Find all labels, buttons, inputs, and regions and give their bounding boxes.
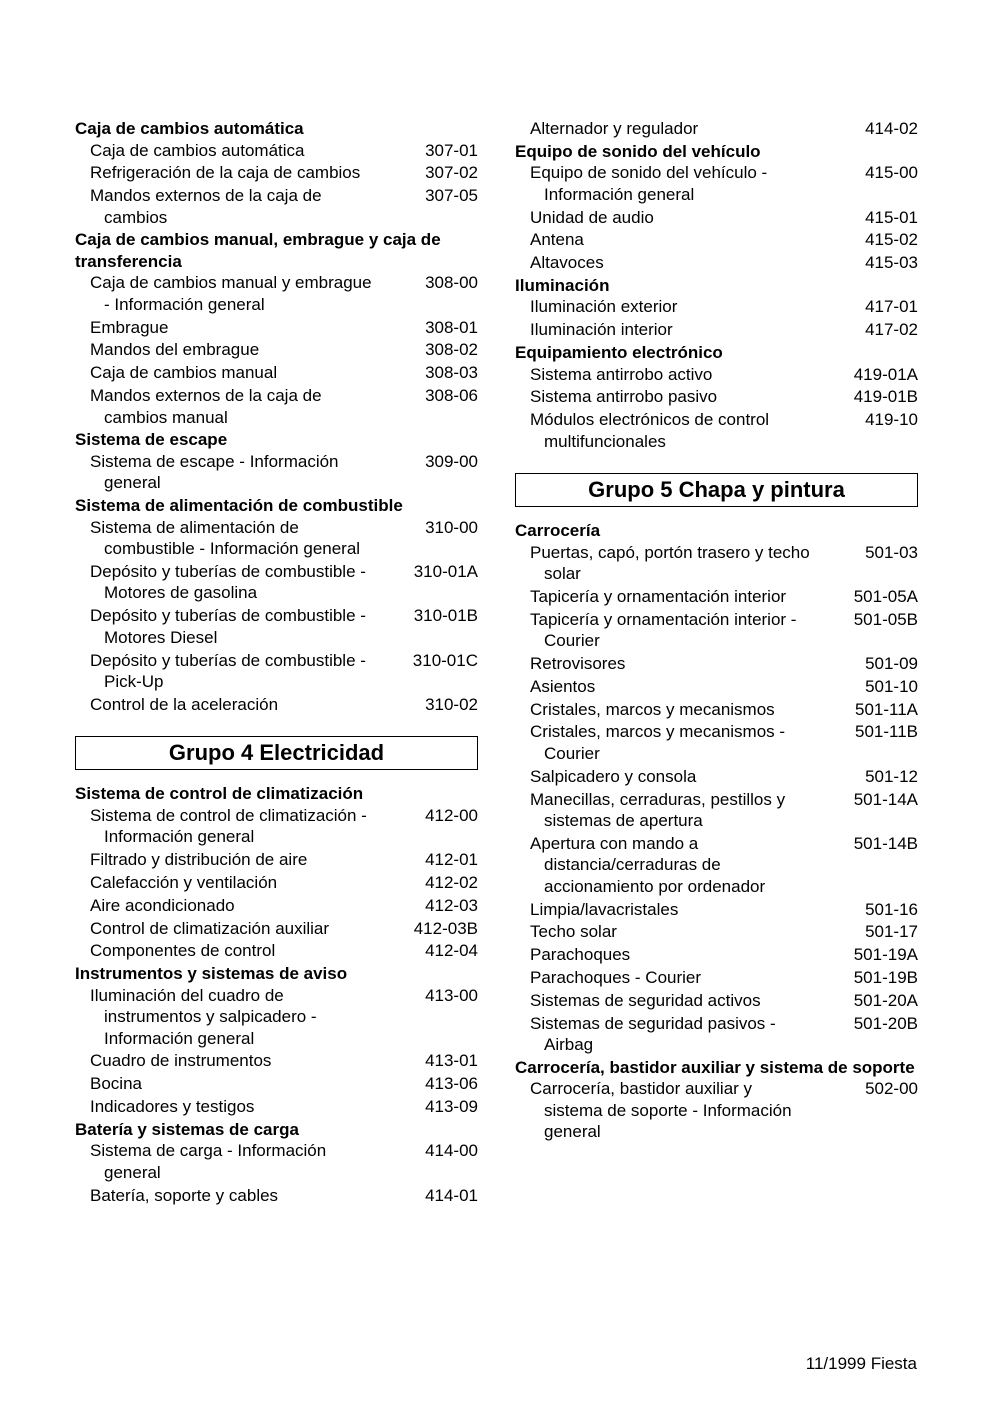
entry-code: 501-14B: [853, 833, 918, 853]
entry-code: 501-03: [865, 542, 918, 562]
section-heading: Sistema de control de climatización: [75, 784, 364, 804]
entry-title: Calefacción y ventilación: [90, 872, 278, 892]
entry-title: Sistema de control de climatización - Información general: [90, 805, 367, 847]
entry-code: 412-03B: [413, 918, 478, 938]
toc-entry: [515, 586, 918, 608]
toc-entry: [515, 990, 918, 1012]
entry-title: Sistema de carga - Información general: [90, 1141, 327, 1182]
toc-entry: [515, 944, 918, 966]
entry-title: Carrocería, bastidor auxiliar y sistema de soporte - Información general: [530, 1079, 792, 1142]
entry-title: Sistemas de seguridad activos: [530, 990, 761, 1010]
entry-title: Altavoces: [530, 253, 604, 273]
entry-code: 501-20A: [853, 990, 918, 1010]
entry-code: 310-01C: [412, 650, 478, 670]
toc-entry: [515, 921, 918, 943]
toc-entry: [515, 1078, 918, 1143]
toc-entry: [75, 1185, 478, 1207]
toc-entry: [515, 967, 918, 989]
entry-code: 415-03: [865, 253, 918, 273]
toc-entry: [515, 653, 918, 675]
entry-title: Tapicería y ornamentación interior: [530, 586, 787, 606]
entry-title: Techo solar: [530, 922, 617, 942]
toc-entry: [515, 207, 918, 229]
toc-entry: [75, 1096, 478, 1118]
entry-title: Sistemas de seguridad pasivos - Airbag: [530, 1013, 776, 1055]
entry-code: 502-00: [865, 1079, 918, 1099]
entry-title: Embrague: [90, 317, 169, 337]
entry-title: Componentes de control: [90, 941, 276, 961]
entry-title: Bocina: [90, 1074, 142, 1094]
entry-code: 415-01: [865, 207, 918, 227]
entry-title: Parachoques - Courier: [530, 968, 702, 988]
entry-title: Depósito y tuberías de combustible - Pick-Up: [90, 650, 366, 692]
entry-title: Retrovisores: [530, 654, 626, 674]
toc-entry: [515, 899, 918, 921]
entry-code: 414-00: [425, 1141, 478, 1161]
entry-title: Aire acondicionado: [90, 895, 235, 915]
entry-title: Módulos electrónicos de control multifuncionales: [530, 410, 770, 451]
toc-entry: [75, 650, 478, 693]
toc-entry: [515, 319, 918, 341]
section-heading: Caja de cambios automática: [75, 119, 304, 138]
entry-title: Cristales, marcos y mecanismos: [530, 699, 775, 719]
toc-entry: [515, 699, 918, 721]
toc-entry: [75, 872, 478, 894]
entry-code: 308-03: [425, 363, 478, 383]
toc-entry: [75, 317, 478, 339]
entry-title: Caja de cambios manual y embrague - Información general: [90, 273, 372, 314]
entry-title: Depósito y tuberías de combustible - Motores de gasolina: [90, 561, 366, 603]
entry-code: 307-05: [425, 186, 478, 206]
entry-code: 308-06: [425, 386, 478, 406]
left-sections-a: [75, 118, 478, 715]
entry-title: Manecillas, cerraduras, pestillos y sistemas de apertura: [530, 789, 786, 831]
toc-entry: [515, 676, 918, 698]
entry-code: 413-00: [425, 985, 478, 1005]
section-heading: Iluminación: [515, 275, 610, 295]
entry-title: Puertas, capó, portón trasero y techo solar: [530, 542, 810, 584]
right-sections-a: [515, 118, 918, 452]
entry-code: 501-16: [865, 899, 918, 919]
toc-entry: [75, 185, 478, 228]
entry-title: Antena: [530, 230, 584, 250]
entry-title: Limpia/lavacristales: [530, 899, 679, 919]
entry-title: Cristales, marcos y mecanismos - Courier: [530, 722, 786, 763]
entry-title: Alternador y regulador: [530, 119, 699, 138]
entry-title: Equipo de sonido del vehículo - Información general: [530, 163, 768, 204]
entry-title: Iluminación interior: [530, 320, 673, 340]
entry-title: Filtrado y distribución de aire: [90, 850, 308, 870]
entry-title: Iluminación del cuadro de instrumentos y salpicadero - Información general: [90, 985, 317, 1048]
entry-code: 501-19B: [853, 968, 918, 988]
entry-title: Control de climatización auxiliar: [90, 918, 330, 938]
toc-entry: [75, 517, 478, 560]
entry-code: 412-01: [425, 850, 478, 870]
entry-code: 501-14A: [853, 789, 918, 809]
entry-title: Control de la aceleración: [90, 694, 279, 714]
entry-title: Cuadro de instrumentos: [90, 1051, 272, 1071]
section-heading: Batería y sistemas de carga: [75, 1119, 299, 1139]
entry-title: Tapicería y ornamentación interior - Courier: [530, 609, 797, 651]
toc-entry: [75, 985, 478, 1050]
entry-title: Unidad de audio: [530, 207, 654, 227]
entry-code: 501-09: [865, 654, 918, 674]
entry-title: Caja de cambios automática: [90, 140, 305, 160]
toc-entry: [75, 385, 478, 428]
toc-entry: [515, 409, 918, 452]
left-column: [75, 118, 478, 1207]
entry-code: 309-00: [425, 451, 478, 471]
entry-title: Apertura con mando a distancia/cerraduras de accionamiento por ordenador: [530, 833, 766, 896]
entry-title: Sistema antirrobo pasivo: [530, 387, 718, 407]
entry-code: 310-02: [425, 694, 478, 714]
toc-entry: [75, 605, 478, 648]
toc-entry: [75, 1140, 478, 1183]
toc-entry: [75, 849, 478, 871]
entry-code: 412-02: [425, 872, 478, 892]
toc-entry: [75, 451, 478, 494]
entry-code: 501-05B: [853, 609, 918, 629]
toc-entry: [75, 940, 478, 962]
toc-entry: [515, 229, 918, 251]
entry-code: 412-03: [425, 895, 478, 915]
section-heading: Instrumentos y sistemas de aviso: [75, 964, 348, 984]
entry-code: 413-01: [425, 1051, 478, 1071]
section-heading: Sistema de escape: [75, 430, 228, 450]
entry-title: Caja de cambios manual: [90, 363, 278, 383]
toc-entry: [75, 140, 478, 162]
entry-title: Indicadores y testigos: [90, 1097, 255, 1117]
entry-code: 307-02: [425, 163, 478, 183]
toc-entry: [75, 895, 478, 917]
entry-title: Mandos del embrague: [90, 340, 260, 360]
entry-code: 501-05A: [853, 586, 918, 606]
toc-entry: [515, 118, 918, 140]
toc-entry: [75, 162, 478, 184]
entry-code: 413-09: [425, 1097, 478, 1117]
entry-code: 307-01: [425, 140, 478, 160]
toc-entry: [75, 694, 478, 716]
group-4-heading: Grupo 4 Electricidad: [75, 736, 478, 770]
entry-code: 414-01: [425, 1185, 478, 1205]
entry-title: Mandos externos de la caja de cambios: [90, 186, 322, 227]
entry-code: 501-17: [865, 922, 918, 942]
section-heading: Sistema de alimentación de combustible: [75, 496, 403, 516]
entry-code: 501-20B: [853, 1013, 918, 1033]
entry-title: Sistema de escape - Información general: [90, 451, 339, 493]
page-footer: 11/1999 Fiesta: [805, 1354, 917, 1373]
toc-entry: [515, 252, 918, 274]
toc-entry: [515, 542, 918, 585]
entry-title: Batería, soporte y cables: [90, 1185, 279, 1205]
right-column: [515, 118, 918, 1144]
toc-entry: [75, 339, 478, 361]
section-heading: Equipo de sonido del vehículo: [515, 141, 761, 161]
entry-code: 310-01B: [413, 606, 478, 626]
entry-code: 412-04: [425, 941, 478, 961]
entry-code: 308-00: [425, 273, 478, 293]
entry-title: Sistema antirrobo activo: [530, 364, 713, 384]
toc-entry: [515, 609, 918, 652]
entry-code: 413-06: [425, 1074, 478, 1094]
entry-code: 501-19A: [853, 945, 918, 965]
entry-code: 310-01A: [413, 561, 478, 581]
entry-code: 414-02: [865, 119, 918, 138]
entry-code: 501-10: [865, 676, 918, 696]
entry-title: Asientos: [530, 676, 596, 696]
entry-title: Iluminación exterior: [530, 297, 678, 317]
toc-entry: [75, 362, 478, 384]
section-heading: Caja de cambios manual, embrague y caja de transferencia: [75, 230, 441, 271]
entry-code: 415-02: [865, 230, 918, 250]
toc-entry: [515, 162, 918, 205]
entry-title: Salpicadero y consola: [530, 766, 697, 786]
entry-code: 417-02: [865, 320, 918, 340]
toc-entry: [515, 721, 918, 764]
right-sections-b: [515, 520, 918, 1143]
toc-entry: [515, 296, 918, 318]
entry-title: Sistema de alimentación de combustible - Información general: [90, 517, 361, 559]
section-heading: Carrocería, bastidor auxiliar y sistema de soporte: [515, 1057, 915, 1077]
left-sections-b: [75, 783, 478, 1206]
entry-code: 419-01A: [853, 364, 918, 384]
group-5-heading: Grupo 5 Chapa y pintura: [515, 473, 918, 507]
toc-entry: [515, 386, 918, 408]
entry-code: 419-10: [865, 410, 918, 430]
toc-entry: [75, 1073, 478, 1095]
entry-title: Parachoques: [530, 945, 631, 965]
entry-code: 501-12: [865, 766, 918, 786]
toc-entry: [75, 918, 478, 940]
toc-entry: [515, 766, 918, 788]
section-heading: Equipamiento electrónico: [515, 343, 723, 363]
section-heading: Carrocería: [515, 521, 601, 541]
toc-entry: [515, 789, 918, 832]
entry-code: 415-00: [865, 163, 918, 183]
entry-code: 419-01B: [853, 387, 918, 407]
toc-entry: [75, 561, 478, 604]
entry-code: 308-02: [425, 340, 478, 360]
toc-entry: [75, 805, 478, 848]
entry-title: Depósito y tuberías de combustible - Motores Diesel: [90, 606, 366, 647]
entry-code: 310-00: [425, 517, 478, 537]
entry-title: Mandos externos de la caja de cambios manual: [90, 386, 322, 427]
toc-entry: [515, 364, 918, 386]
entry-code: 501-11B: [854, 722, 918, 742]
entry-title: Refrigeración de la caja de cambios: [90, 163, 361, 183]
entry-code: 417-01: [865, 297, 918, 317]
toc-entry: [75, 272, 478, 315]
toc-entry: [515, 833, 918, 898]
toc-entry: [515, 1013, 918, 1056]
toc-entry: [75, 1050, 478, 1072]
entry-code: 308-01: [425, 317, 478, 337]
entry-code: 412-00: [425, 805, 478, 825]
entry-code: 501-11A: [854, 699, 918, 719]
